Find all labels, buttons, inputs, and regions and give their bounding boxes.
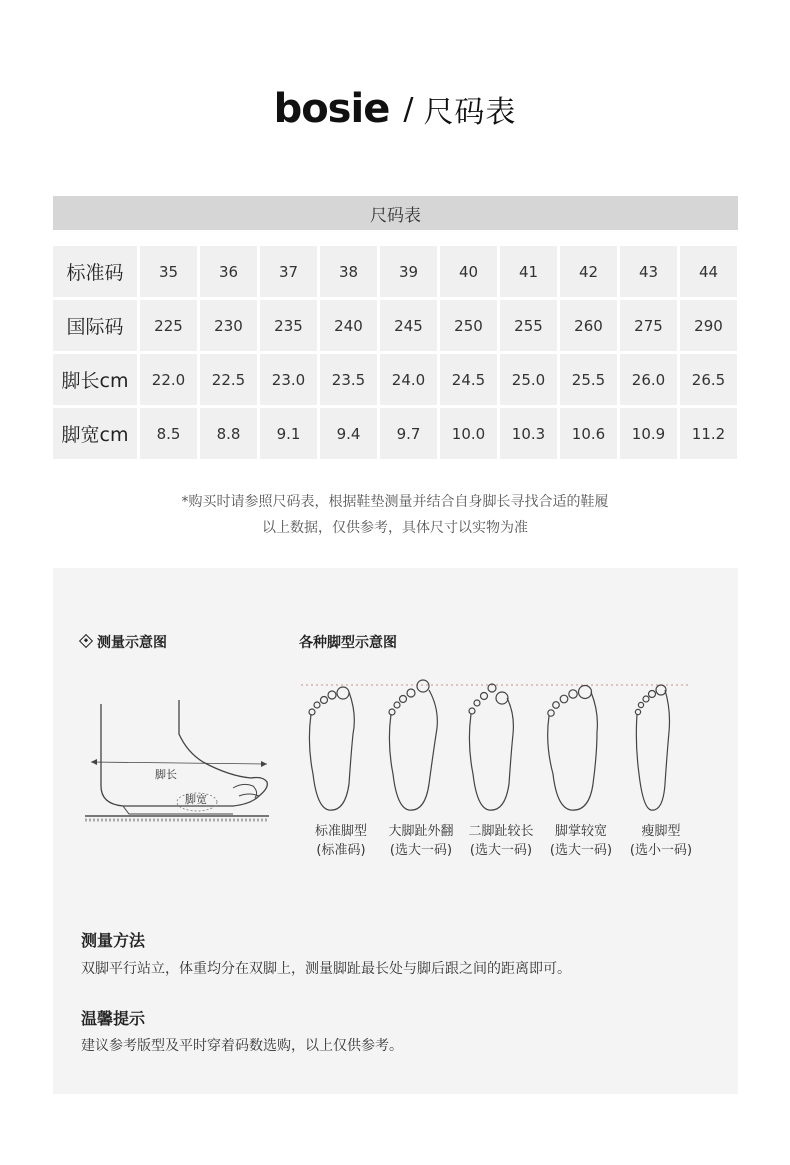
method-title: 测量方法 <box>81 931 146 950</box>
tips-text: 建议参考版型及平时穿着码数选购，以上仅供参考。 <box>81 1038 403 1054</box>
measure-title: 测量示意图 <box>97 635 167 651</box>
table-cell: 260 <box>560 300 617 351</box>
foot-type-label <box>301 822 381 860</box>
measure-panel <box>53 568 738 1094</box>
table-cell: 9.7 <box>380 408 437 459</box>
tips-title: 温馨提示 <box>81 1009 146 1028</box>
foot-type-wide <box>548 686 598 811</box>
table-cell: 225 <box>140 300 197 351</box>
types-title: 各种脚型示意图 <box>299 635 397 651</box>
table-cell: 26.5 <box>680 354 737 405</box>
foot-type-advice: (选小一码) <box>629 843 693 858</box>
table-cell: 24.0 <box>380 354 437 405</box>
table-cell: 25.5 <box>560 354 617 405</box>
table-cell: 240 <box>320 300 377 351</box>
table-row <box>53 408 738 459</box>
table-cell: 23.0 <box>260 354 317 405</box>
table-cell: 235 <box>260 300 317 351</box>
table-cell: 275 <box>620 300 677 351</box>
foot-type-label <box>541 822 621 860</box>
foot-type-standard <box>309 687 354 810</box>
brand-logo: bosie <box>273 86 390 132</box>
table-cell: 43 <box>620 246 677 297</box>
row-header: 脚长cm <box>53 354 137 405</box>
foot-type-labels <box>301 822 701 860</box>
table-cell: 11.2 <box>680 408 737 459</box>
diamond-icon <box>79 634 93 648</box>
page-header <box>0 86 790 132</box>
table-cell: 39 <box>380 246 437 297</box>
table-cell: 9.4 <box>320 408 377 459</box>
foot-type-label <box>381 822 461 860</box>
table-row <box>53 354 738 405</box>
foot-type-name: 瘦脚型 <box>641 824 681 839</box>
foot-length-label: 脚长 <box>155 768 177 781</box>
table-cell: 10.0 <box>440 408 497 459</box>
size-table <box>53 246 738 462</box>
page-title: 尺码表 <box>423 95 517 130</box>
table-cell: 36 <box>200 246 257 297</box>
table-row <box>53 246 738 297</box>
foot-type-advice: (选大一码) <box>389 843 453 858</box>
table-cell: 24.5 <box>440 354 497 405</box>
note-line-1: *购买时请参照尺码表，根据鞋垫测量并结合自身脚长寻找合适的鞋履 <box>181 494 609 510</box>
table-cell: 23.5 <box>320 354 377 405</box>
table-cell: 10.3 <box>500 408 557 459</box>
foot-type-label <box>621 822 701 860</box>
size-note <box>0 489 790 541</box>
foot-width-label: 脚宽 <box>185 793 207 806</box>
table-cell: 9.1 <box>260 408 317 459</box>
foot-types-illustration <box>299 674 699 814</box>
table-cell: 245 <box>380 300 437 351</box>
foot-type-advice: (标准码) <box>316 843 366 858</box>
foot-type-label <box>461 822 541 860</box>
foot-type-bunion <box>389 680 437 810</box>
foot-type-name: 标准脚型 <box>314 824 367 839</box>
table-cell: 37 <box>260 246 317 297</box>
size-table-title: 尺码表 <box>53 196 738 230</box>
table-cell: 38 <box>320 246 377 297</box>
row-header: 国际码 <box>53 300 137 351</box>
foot-type-name: 二脚趾较长 <box>468 824 534 839</box>
table-cell: 230 <box>200 300 257 351</box>
table-cell: 250 <box>440 300 497 351</box>
foot-type-name: 大脚趾外翻 <box>388 824 454 839</box>
foot-type-advice: (选大一码) <box>469 843 533 858</box>
foot-type-advice: (选大一码) <box>549 843 613 858</box>
foot-type-slim <box>635 685 669 810</box>
header-separator: / <box>403 91 414 127</box>
table-cell: 8.8 <box>200 408 257 459</box>
table-cell: 22.5 <box>200 354 257 405</box>
foot-type-name: 脚掌较宽 <box>554 824 607 839</box>
row-header: 标准码 <box>53 246 137 297</box>
table-cell: 26.0 <box>620 354 677 405</box>
table-row <box>53 300 738 351</box>
table-cell: 42 <box>560 246 617 297</box>
table-cell: 8.5 <box>140 408 197 459</box>
foot-type-long-second-toe <box>469 684 513 810</box>
table-cell: 10.9 <box>620 408 677 459</box>
table-cell: 35 <box>140 246 197 297</box>
foot-measure-illustration <box>83 696 275 824</box>
row-header: 脚宽cm <box>53 408 137 459</box>
table-cell: 22.0 <box>140 354 197 405</box>
table-cell: 40 <box>440 246 497 297</box>
method-text: 双脚平行站立，体重均分在双脚上，测量脚趾最长处与脚后跟之间的距离即可。 <box>81 961 571 977</box>
table-cell: 25.0 <box>500 354 557 405</box>
measure-heading <box>81 632 167 652</box>
table-cell: 290 <box>680 300 737 351</box>
table-cell: 10.6 <box>560 408 617 459</box>
table-cell: 41 <box>500 246 557 297</box>
table-cell: 44 <box>680 246 737 297</box>
note-line-2: 以上数据，仅供参考，具体尺寸以实物为准 <box>262 520 528 536</box>
table-cell: 255 <box>500 300 557 351</box>
